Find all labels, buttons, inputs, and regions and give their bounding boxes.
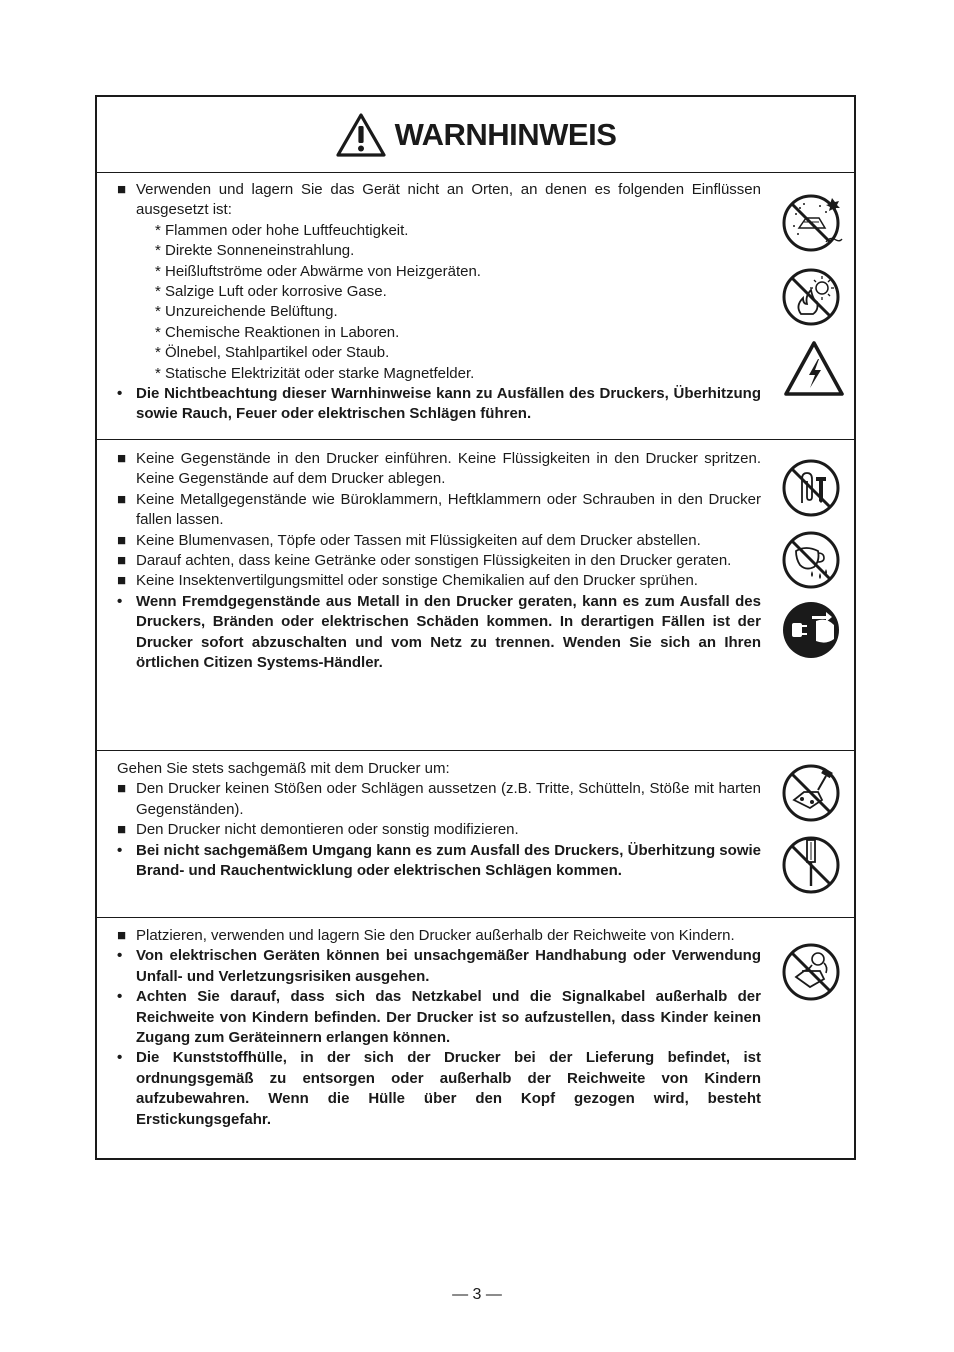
children-warning-3: • Die Kunststoffhülle, in der sich der Drucker bei der Lieferung befindet, ist ordnungsgemäß zu entsorgen oder außerhalb der Reichweite von Kindern aufzubewahren. Wenn die Hülle über den Kopf gezogen wird, besteht Erstickungsgefahr. xyxy=(117,1049,761,1128)
condition-item: * Heißluftströme oder Abwärme von Heizgeräten. xyxy=(155,262,481,280)
page-title: WARNHINWEIS xyxy=(394,116,617,152)
children-warning-2: • Achten Sie darauf, dass sich das Netzkabel und die Signalkabel außerhalb der Reichweite von Kindern befinden. Der Drucker ist so aufzustellen, dass Kinder keinen Zugang zum Geräteinnern erlangen können. xyxy=(117,988,761,1047)
metal-objects-text: ■ Keine Metallgegenstände wie Büroklammern, Heftklammern oder Schrauben in den Drucker fallen lassen. xyxy=(117,490,761,529)
electric-shock-warning-icon xyxy=(782,339,846,399)
condition-item: * Flammen oder hohe Luftfeuchtigkeit. xyxy=(155,221,409,239)
page-number: — 3 — xyxy=(452,1286,502,1303)
section-children xyxy=(97,917,854,1160)
children-text: ■ Platzieren, verwenden und lagern Sie den Drucker außerhalb der Reichweite von Kindern. xyxy=(117,927,735,944)
section-foreign-objects xyxy=(97,439,854,751)
no-metal-objects-icon xyxy=(782,457,844,519)
condition-item: * Chemische Reaktionen in Laboren. xyxy=(155,323,400,341)
environment-lead: ■ Verwenden und lagern Sie das Gerät nicht an Orten, an denen es folgenden Einflüssen ausgesetzt ist: xyxy=(117,181,761,219)
warning-triangle-icon xyxy=(335,112,387,158)
condition-item: * Direkte Sonneneinstrahlung. xyxy=(155,242,355,260)
section-handling xyxy=(97,750,854,918)
condition-item: * Salzige Luft oder korrosive Gase. xyxy=(155,283,387,301)
keep-away-from-children-icon xyxy=(782,941,844,1003)
handling-intro: Gehen Sie stets sachgemäß mit dem Drucker um: xyxy=(117,760,450,777)
condition-item: * Unzureichende Belüftung. xyxy=(155,303,338,321)
no-humidity-dust-icon xyxy=(782,192,844,254)
bullet-marker: • xyxy=(117,385,123,403)
no-fire-sunlight-icon xyxy=(782,266,844,328)
no-impact-icon xyxy=(782,762,844,824)
liquids-text: ■ Darauf achten, dass keine Getränke oder sonstigen Flüssigkeiten in den Drucker geraten. xyxy=(117,552,732,570)
no-liquids-icon xyxy=(782,529,844,591)
chemicals-text: ■ Keine Insektenvertilgungsmittel oder sonstige Chemikalien auf den Drucker sprühen. xyxy=(117,572,698,590)
foreign-objects-text: ■ Keine Gegenstände in den Drucker einführen. Keine Flüssigkeiten in den Drucker spritzen. Keine Gegenstände auf dem Drucker ablegen. xyxy=(117,450,761,488)
no-disassembly-text: ■ Den Drucker nicht demontieren oder sonstig modifizieren. xyxy=(117,821,519,839)
condition-item: * Ölnebel, Stahlpartikel oder Staub. xyxy=(155,344,390,362)
vases-text: ■ Keine Blumenvasen, Töpfe oder Tassen mit Flüssigkeiten auf dem Drucker abstellen. xyxy=(117,531,701,549)
foreign-objects-warning: • Wenn Fremdgegenstände aus Metall in den Drucker geraten, kann es zum Ausfall des Druckers, Bränden oder elektrischen Schäden kommen. In derartigen Fällen ist der Drucker sofort abzuschalten und vom Netz zu trennen. Wenden Sie sich an Ihren örtlichen Citizen Systems-Händler. xyxy=(117,592,761,672)
handling-warning: • Bei nicht sachgemäßem Umgang kann es zum Ausfall des Druckers, Überhitzung sowie Brand- und Rauchentwicklung oder elektrischen Schlägen kommen. xyxy=(117,841,761,880)
warning-header xyxy=(97,97,854,173)
square-marker: ■ xyxy=(117,181,127,198)
children-warning-1: • Von elektrischen Geräten können bei unsachgemäßer Handhabung oder Verwendung Unfall- und Verletzungsrisiken ausgehen. xyxy=(117,947,761,985)
environment-warning: • Die Nichtbeachtung dieser Warnhinweise kann zu Ausfällen des Druckers, Überhitzung sowie Rauch, Feuer oder elektrischen Schlägen führen. xyxy=(117,385,761,423)
no-shocks-text: ■ Den Drucker keinen Stößen oder Schlägen aussetzen (z.B. Tritte, Schütteln, Stöße mit harten Gegenständen). xyxy=(117,780,761,818)
warning-box xyxy=(95,95,856,1160)
condition-item: * Statische Elektrizität oder starke Magnetfelder. xyxy=(155,364,475,382)
unplug-power-icon xyxy=(782,599,844,661)
no-disassembly-icon xyxy=(782,834,844,896)
section-environment xyxy=(97,172,854,440)
